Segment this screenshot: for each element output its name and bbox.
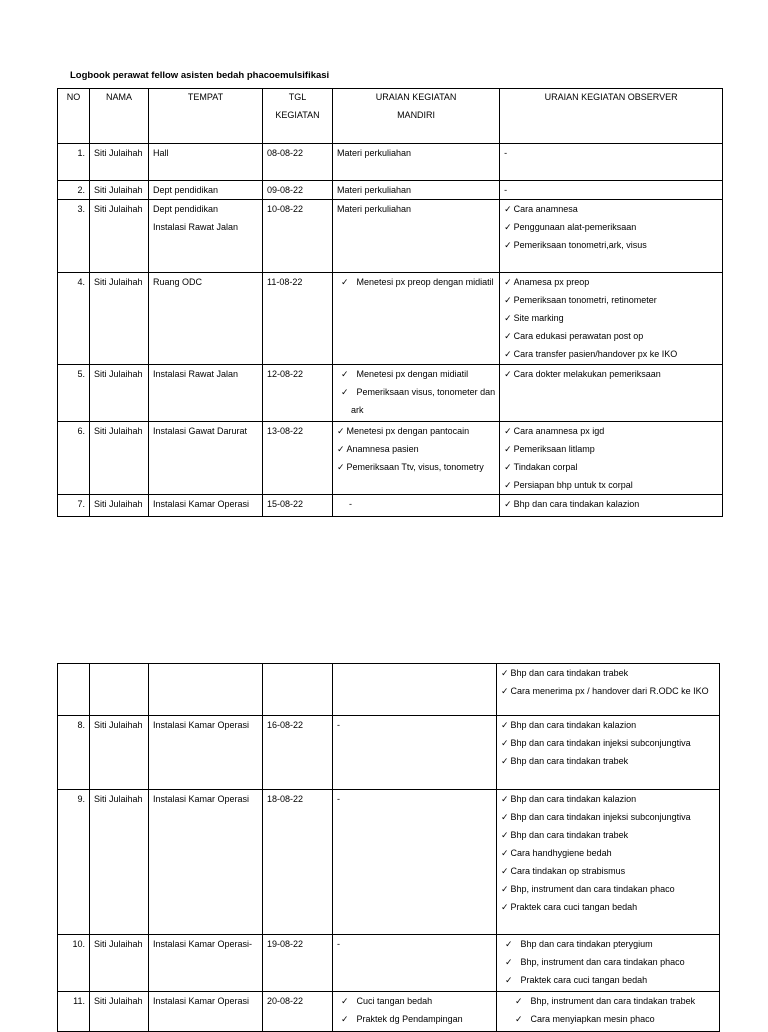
mandiri-item: ✓ Pemeriksaan Ttv, visus, tonometry — [337, 458, 495, 476]
cell-uraian-mandiri — [333, 716, 497, 790]
cell-nama: Siti Julaihah — [90, 716, 149, 790]
table-row — [58, 716, 720, 790]
cell-tempat — [149, 144, 263, 181]
tempat-line: Instalasi Gawat Darurat — [153, 426, 248, 436]
cell-nama: Siti Julaihah — [90, 495, 149, 517]
cell-nama: Siti Julaihah — [90, 422, 149, 495]
cell-tgl: 18-08-22 — [263, 790, 333, 935]
observer-item: ✓ Bhp dan cara tindakan kalazion — [501, 716, 715, 734]
observer-item: ✓ Cara menyiapkan mesin phaco — [501, 1010, 715, 1028]
cell-tgl: 16-08-22 — [263, 716, 333, 790]
cell-no — [58, 664, 90, 716]
mandiri-item: Materi perkuliahan — [337, 148, 412, 158]
observer-item: ✓ Tindakan corpal — [504, 458, 718, 476]
cell-no: 1. — [58, 144, 90, 181]
cell-nama: Siti Julaihah — [90, 365, 149, 422]
observer-item: ✓ Bhp, instrument dan cara tindakan phaco — [501, 953, 715, 971]
cell-uraian-observer — [497, 992, 720, 1032]
mandiri-item: ✓ Cuci tangan bedah — [337, 992, 492, 1010]
header-uraian-observer: URAIAN KEGIATAN OBSERVER — [500, 89, 723, 144]
observer-item: ✓ Bhp dan cara tindakan kalazion — [504, 495, 718, 513]
header-tgl-line-2: KEGIATAN — [275, 110, 320, 120]
table-row — [58, 495, 723, 517]
cell-uraian-observer — [500, 422, 723, 495]
observer-item: ✓ Pemeriksaan litlamp — [504, 440, 718, 458]
header-nama: NAMA — [90, 89, 149, 144]
observer-item: ✓ Penggunaan alat-pemeriksaan — [504, 218, 718, 236]
cell-uraian-observer — [500, 200, 723, 273]
mandiri-item: ✓ Menetesi px preop dengan midiatil — [337, 273, 495, 291]
cell-uraian-observer — [497, 790, 720, 935]
mandiri-item: Materi perkuliahan — [337, 185, 412, 195]
cell-uraian-mandiri — [333, 365, 500, 422]
logbook-table-part-1 — [57, 88, 723, 517]
cell-tempat — [149, 790, 263, 935]
cell-uraian-mandiri — [333, 200, 500, 273]
observer-item: ✓ Bhp dan cara tindakan kalazion — [501, 790, 715, 808]
observer-item: ✓ Cara handhygiene bedah — [501, 844, 715, 862]
observer-item: ✓ Cara anamnesa px igd — [504, 422, 718, 440]
observer-item: ✓ Site marking — [504, 309, 718, 327]
cell-tgl — [263, 664, 333, 716]
tempat-line: Instalasi Rawat Jalan — [153, 222, 239, 232]
cell-tgl: 13-08-22 — [263, 422, 333, 495]
table-row — [58, 144, 723, 181]
cell-nama: Siti Julaihah — [90, 181, 149, 200]
observer-item: ✓ Cara transfer pasien/handover px ke IKO — [504, 345, 718, 363]
cell-uraian-mandiri — [333, 935, 497, 992]
cell-tempat — [149, 992, 263, 1032]
cell-uraian-mandiri — [333, 495, 500, 517]
observer-item: ✓ Bhp dan cara tindakan trabek — [501, 752, 715, 770]
tempat-line: Hall — [153, 148, 169, 158]
cell-uraian-mandiri — [333, 422, 500, 495]
cell-uraian-mandiri — [333, 144, 500, 181]
tempat-line: Dept pendidikan — [153, 185, 219, 195]
observer-item: ✓ Anamesa px preop — [504, 273, 718, 291]
cell-no: 10. — [58, 935, 90, 992]
cell-tgl: 09-08-22 — [263, 181, 333, 200]
cell-nama: Siti Julaihah — [90, 935, 149, 992]
cell-tgl: 15-08-22 — [263, 495, 333, 517]
cell-nama: Siti Julaihah — [90, 992, 149, 1032]
tempat-line: Instalasi Kamar Operasi — [153, 499, 250, 509]
cell-uraian-mandiri — [333, 181, 500, 200]
tempat-line: Instalasi Kamar Operasi- — [153, 939, 253, 949]
observer-item: ✓ Bhp, instrument dan cara tindakan trabek — [501, 992, 715, 1010]
observer-item: ✓ Bhp dan cara tindakan pterygium — [501, 935, 715, 953]
tempat-line: Ruang ODC — [153, 277, 203, 287]
mandiri-item: ✓ Praktek dg Pendampingan — [337, 1010, 492, 1028]
cell-tempat — [149, 935, 263, 992]
cell-tempat — [149, 495, 263, 517]
cell-tgl: 20-08-22 — [263, 992, 333, 1032]
cell-tempat — [149, 365, 263, 422]
header-mandiri-line-2: MANDIRI — [397, 110, 436, 120]
mandiri-item: Materi perkuliahan — [337, 204, 412, 214]
cell-nama — [90, 664, 149, 716]
header-tgl-kegiatan — [263, 89, 333, 144]
mandiri-item: ✓ Anamnesa pasien — [337, 440, 495, 458]
tempat-line: Dept pendidikan — [153, 204, 219, 214]
cell-tgl: 12-08-22 — [263, 365, 333, 422]
cell-uraian-observer — [500, 181, 723, 200]
mandiri-item: ✓ Menetesi px dengan pantocain — [337, 422, 495, 440]
observer-item: ✓ Cara anamnesa — [504, 200, 718, 218]
cell-uraian-observer — [500, 495, 723, 517]
observer-item: ✓ Pemeriksaan tonometri, retinometer — [504, 291, 718, 309]
cell-no: 5. — [58, 365, 90, 422]
cell-tempat — [149, 181, 263, 200]
tempat-line: Instalasi Rawat Jalan — [153, 369, 239, 379]
observer-item: ✓ Praktek cara cuci tangan bedah — [501, 898, 715, 916]
mandiri-item: ark — [351, 405, 364, 415]
cell-nama: Siti Julaihah — [90, 200, 149, 273]
cell-uraian-observer — [500, 273, 723, 365]
mandiri-item: - — [337, 720, 340, 730]
logbook-table-part-2 — [57, 663, 720, 1032]
cell-uraian-mandiri — [333, 273, 500, 365]
table-row — [58, 200, 723, 273]
cell-no: 11. — [58, 992, 90, 1032]
observer-item: ✓ Cara dokter melakukan pemeriksaan — [504, 365, 718, 383]
table-row — [58, 935, 720, 992]
observer-item: - — [504, 148, 508, 158]
header-no: NO — [58, 89, 90, 144]
cell-no: 4. — [58, 273, 90, 365]
cell-tempat — [149, 422, 263, 495]
table-row — [58, 664, 720, 716]
mandiri-item: - — [337, 794, 340, 804]
cell-nama: Siti Julaihah — [90, 273, 149, 365]
cell-tgl: 19-08-22 — [263, 935, 333, 992]
cell-uraian-observer — [500, 144, 723, 181]
observer-item: ✓ Bhp dan cara tindakan injeksi subconjungtiva — [501, 734, 715, 752]
observer-item: ✓ Praktek cara cuci tangan bedah — [501, 971, 715, 989]
tempat-line: Instalasi Kamar Operasi — [153, 996, 250, 1006]
table-row — [58, 365, 723, 422]
observer-item: ✓ Cara tindakan op strabismus — [501, 862, 715, 880]
header-tgl-line-1: TGL — [288, 92, 307, 102]
tempat-line: Instalasi Kamar Operasi — [153, 794, 250, 804]
cell-no: 8. — [58, 716, 90, 790]
observer-item: ✓ Cara edukasi perawatan post op — [504, 327, 718, 345]
cell-tempat — [149, 716, 263, 790]
observer-item: ✓ Bhp dan cara tindakan injeksi subconjungtiva — [501, 808, 715, 826]
tempat-line: Instalasi Kamar Operasi — [153, 720, 250, 730]
mandiri-item: ✓ Menetesi px dengan midiatil — [337, 365, 495, 383]
cell-tempat — [149, 200, 263, 273]
cell-no: 9. — [58, 790, 90, 935]
observer-item: - — [504, 185, 508, 195]
mandiri-item: ✓ Pemeriksaan visus, tonometer dan — [337, 383, 495, 401]
cell-no: 6. — [58, 422, 90, 495]
observer-item: ✓ Persiapan bhp untuk tx corpal — [504, 476, 718, 494]
cell-tgl: 08-08-22 — [263, 144, 333, 181]
cell-nama: Siti Julaihah — [90, 790, 149, 935]
cell-uraian-observer — [497, 716, 720, 790]
cell-uraian-mandiri — [333, 790, 497, 935]
cell-no: 2. — [58, 181, 90, 200]
cell-uraian-observer — [497, 935, 720, 992]
observer-item: ✓ Cara menerima px / handover dari R.ODC ke IKO — [501, 682, 715, 700]
table-row — [58, 273, 723, 365]
mandiri-item: - — [349, 499, 352, 509]
table-row — [58, 422, 723, 495]
header-tempat: TEMPAT — [149, 89, 263, 144]
cell-tgl: 10-08-22 — [263, 200, 333, 273]
observer-item: ✓ Bhp dan cara tindakan trabek — [501, 664, 715, 682]
cell-no: 3. — [58, 200, 90, 273]
cell-tgl: 11-08-22 — [263, 273, 333, 365]
table-header-row — [58, 89, 723, 144]
header-uraian-mandiri — [333, 89, 500, 144]
cell-no: 7. — [58, 495, 90, 517]
mandiri-item: - — [337, 939, 340, 949]
cell-uraian-mandiri — [333, 664, 497, 716]
observer-item: ✓ Bhp dan cara tindakan trabek — [501, 826, 715, 844]
table-row — [58, 992, 720, 1032]
table-row — [58, 790, 720, 935]
cell-tempat — [149, 664, 263, 716]
header-mandiri-line-1: URAIAN KEGIATAN — [375, 92, 457, 102]
cell-nama: Siti Julaihah — [90, 144, 149, 181]
cell-uraian-observer — [500, 365, 723, 422]
observer-item: ✓ Bhp, instrument dan cara tindakan phaco — [501, 880, 715, 898]
document-title: Logbook perawat fellow asisten bedah phacoemulsifikasi — [70, 70, 330, 81]
cell-tempat — [149, 273, 263, 365]
cell-uraian-observer — [497, 664, 720, 716]
observer-item: ✓ Pemeriksaan tonometri,ark, visus — [504, 236, 718, 254]
cell-uraian-mandiri — [333, 992, 497, 1032]
table-row — [58, 181, 723, 200]
